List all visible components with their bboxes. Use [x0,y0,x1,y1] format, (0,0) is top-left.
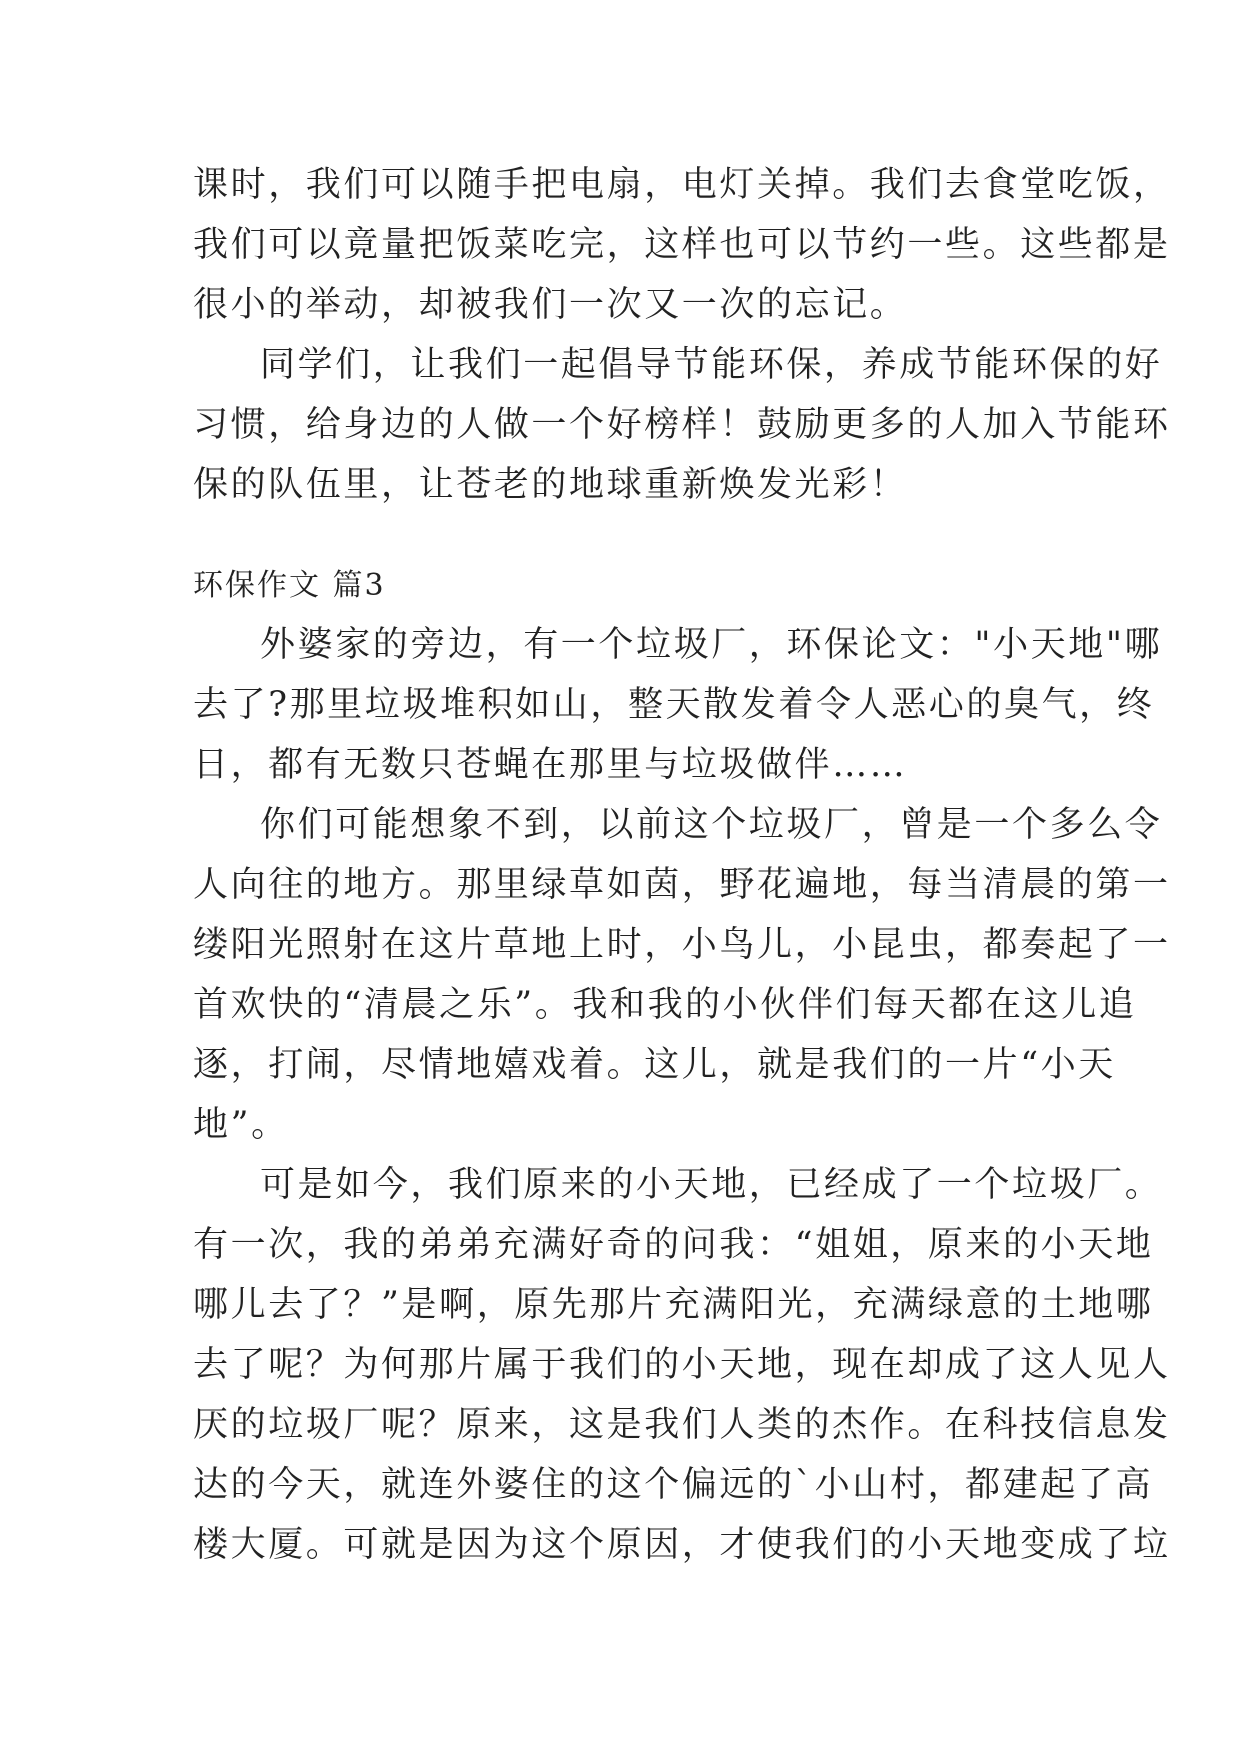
paragraph-line: 课时，我们可以随手把电扇，电灯关掉。我们去食堂吃饭， [193,165,1171,205]
paragraph-line: 人向往的地方。那里绿草如茵，野花遍地，每当清晨的第一 [193,865,1171,905]
paragraph-line: 达的今天，就连外婆住的这个偏远的`小山村，都建起了高 [193,1465,1154,1505]
paragraph-line: 保的队伍里，让苍老的地球重新焕发光彩！ [193,465,908,505]
paragraph-line: 缕阳光照射在这片草地上时，小鸟儿，小昆虫，都奏起了一 [193,925,1171,965]
paragraph-line: 习惯，给身边的人做一个好榜样！鼓励更多的人加入节能环 [193,405,1171,445]
paragraph-line: 有一次，我的弟弟充满好奇的问我：“姐姐，原来的小天地 [193,1225,1154,1265]
paragraph-line: 厌的垃圾厂呢？原来，这是我们人类的杰作。在科技信息发 [193,1405,1171,1445]
paragraph-line: 你们可能想象不到，以前这个垃圾厂，曾是一个多么令 [260,805,1163,845]
paragraph-line: 地”。 [193,1105,289,1145]
paragraph-line: 哪儿去了？”是啊，原先那片充满阳光，充满绿意的土地哪 [193,1285,1154,1325]
paragraph-line: 去了?那里垃圾堆积如山，整天散发着令人恶心的臭气，终 [193,685,1155,725]
paragraph-line: 外婆家的旁边，有一个垃圾厂，环保论文："小天地"哪 [260,625,1163,665]
paragraph-line: 楼大厦。可就是因为这个原因，才使我们的小天地变成了垃 [193,1525,1171,1565]
paragraph-line: 我们可以竟量把饭菜吃完，这样也可以节约一些。这些都是 [193,225,1171,265]
paragraph-line: 日，都有无数只苍蝇在那里与垃圾做伴…… [193,745,908,785]
paragraph-line: 逐，打闹，尽情地嬉戏着。这儿，就是我们的一片“小天 [193,1045,1116,1085]
paragraph-line: 很小的举动，却被我们一次又一次的忘记。 [193,285,908,325]
paragraph-line: 同学们，让我们一起倡导节能环保，养成节能环保的好 [260,345,1163,385]
paragraph-line: 可是如今，我们原来的小天地，已经成了一个垃圾厂。 [260,1165,1163,1205]
section-heading: 环保作文 篇3 [193,568,386,603]
paragraph-line: 首欢快的“清晨之乐”。我和我的小伙伴们每天都在这儿追 [193,985,1137,1025]
paragraph-line: 去了呢？为何那片属于我们的小天地，现在却成了这人见人 [193,1345,1171,1385]
